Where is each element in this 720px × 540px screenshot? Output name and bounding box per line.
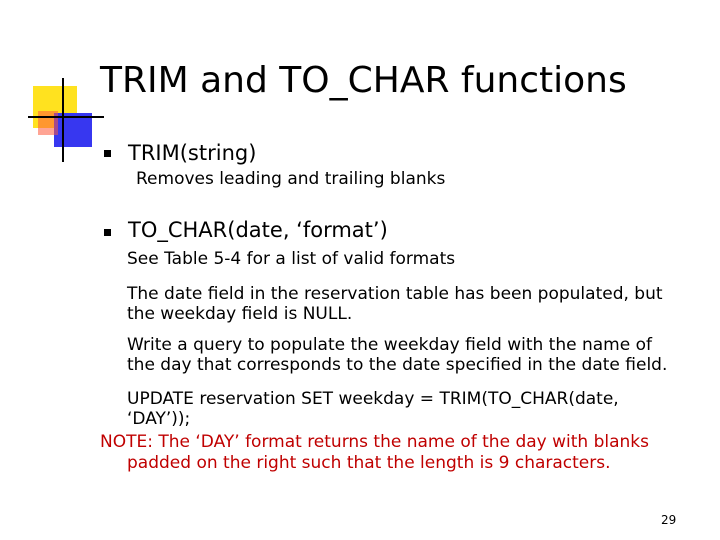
- note-line: NOTE: The ‘DAY’ format returns the name of the day with blanks: [100, 432, 649, 452]
- paragraph-line: Write a query to populate the weekday field with the name of: [127, 335, 652, 355]
- bullet-marker: [104, 150, 111, 157]
- bullet-to-char-description: See Table 5-4 for a list of valid formats: [127, 249, 456, 269]
- paragraph-line: the weekday field is NULL.: [127, 304, 353, 324]
- bullet-trim-description: Removes leading and trailing blanks: [136, 169, 446, 189]
- sql-query-line: UPDATE reservation SET weekday = TRIM(TO_CHAR(date,: [127, 389, 619, 409]
- logo-vertical-line: [62, 78, 64, 162]
- bullet-trim-heading: TRIM(string): [128, 141, 257, 165]
- slide-title: TRIM and TO_CHAR functions: [100, 60, 627, 101]
- logo-horizontal-line: [28, 116, 104, 118]
- note-line: padded on the right such that the length is 9 characters.: [127, 453, 611, 473]
- logo-blue-square: [54, 113, 92, 147]
- sql-query-line: ‘DAY’));: [127, 409, 191, 429]
- paragraph-line: the day that corresponds to the date specified in the date field.: [127, 355, 668, 375]
- bullet-marker: [104, 229, 111, 236]
- bullet-to-char-heading: TO_CHAR(date, ‘format’): [128, 218, 388, 242]
- page-number: 29: [661, 513, 677, 527]
- logo-red-square: [38, 111, 58, 135]
- paragraph-line: The date field in the reservation table has been populated, but: [127, 284, 663, 304]
